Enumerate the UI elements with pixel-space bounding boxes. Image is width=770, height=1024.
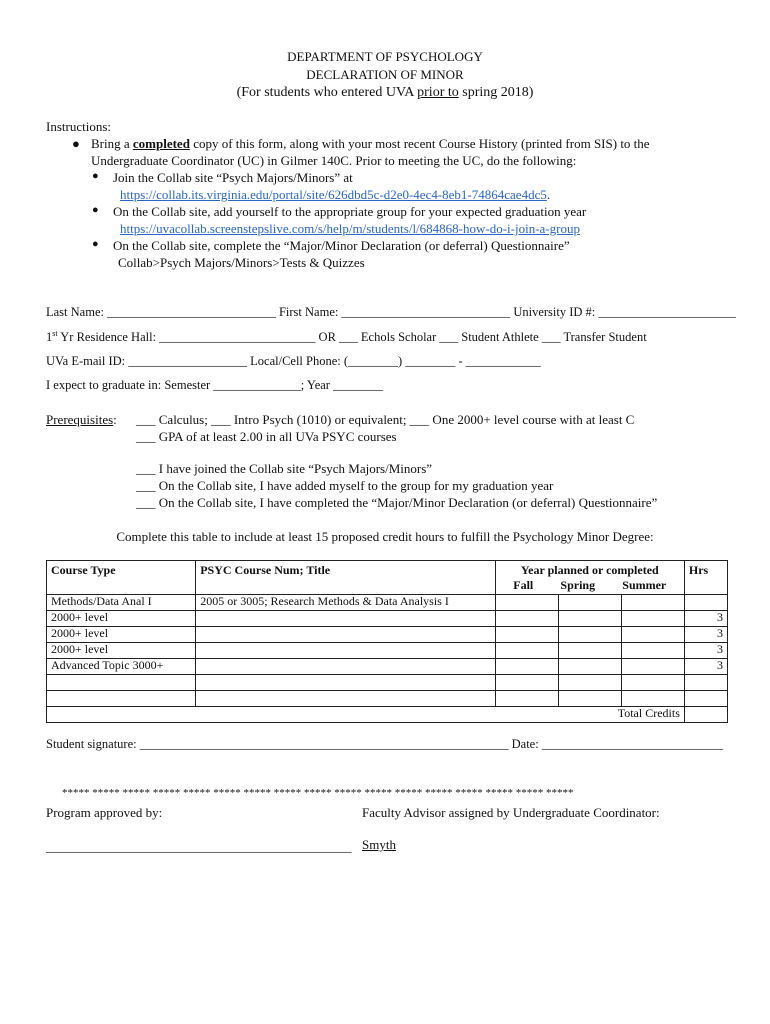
spring-cell[interactable] [558,659,621,675]
table-row [47,611,728,627]
course-type-cell: Methods/Data Anal I [47,595,196,611]
instruction-add-group: On the Collab site, add yourself to the appropriate group for your expected graduation year [113,204,587,219]
course-type-cell: 2000+ level [47,643,196,659]
bullet-icon: ● [92,238,99,250]
fall-cell[interactable] [495,611,558,627]
prerequisites-label [46,413,117,426]
spring-cell[interactable] [558,643,621,659]
fall-cell[interactable] [495,643,558,659]
checklist-completed-questionnaire[interactable]: ___ On the Collab site, I have completed the “Major/Minor Declaration (or deferral) Questionnaire” [136,495,658,510]
instruction-questionnaire-path: Collab>Psych Majors/Minors>Tests & Quizzes [118,255,365,270]
hrs-cell [684,595,727,611]
form-subtitle [0,86,770,100]
course-num-cell[interactable] [196,643,495,659]
course-num-cell[interactable] [196,627,495,643]
email-phone-line[interactable]: UVa E-mail ID: ___________________ Local/Cell Phone: (________) ________ - ____________ [46,354,541,368]
col-course-num: PSYC Course Num; Title [196,561,495,595]
instr-completed: completed [132,136,190,151]
hrs-cell: 3 [684,643,727,659]
program-approval-signature-line[interactable]: _______________________________________________ [46,839,352,854]
advisor-name: Smyth [362,837,396,852]
spring-cell[interactable] [558,675,621,691]
table-intro: Complete this table to include at least 15 proposed credit hours to fulfill the Psychology Minor Degree: [116,529,654,544]
term-summer: Summer [622,578,667,592]
term-labels [500,579,680,591]
faculty-advisor-label: Faculty Advisor assigned by Undergraduate Coordinator: [362,805,660,820]
instructions-label: Instructions: [46,119,111,134]
table-row [47,627,728,643]
collab-site-link[interactable]: https://collab.its.virginia.edu/portal/site/626dbd5c-d2e0-4ec4-8eb1-74864cae4dc5 [120,187,547,202]
course-num-cell[interactable]: 2005 or 3005; Research Methods & Data Analysis I [196,595,495,611]
summer-cell[interactable] [621,595,684,611]
course-type-cell: 2000+ level [47,611,196,627]
table-row [47,595,728,611]
residence-status-line[interactable] [46,330,647,344]
program-approved-label: Program approved by: [46,805,163,820]
collab-site-link-wrap: https://collab.its.virginia.edu/portal/site/626dbd5c-d2e0-4ec4-8eb1-74864cae4dc5. [120,187,551,202]
table-row [47,659,728,675]
subtitle-underlined: prior to [417,85,459,100]
separator-stars: ***** ***** ***** ***** ***** ***** ***** ***** ***** ***** ***** ***** ***** ***** ***** ***** ***** [62,787,574,799]
spring-cell[interactable] [558,691,621,707]
instr-post: copy of this form, along with your most recent Course History (printed from SIS) to the [189,136,650,151]
group-help-link-wrap [120,222,580,235]
instruction-questionnaire: On the Collab site, complete the “Major/Minor Declaration (or deferral) Questionnaire” [113,238,570,253]
res-post: Yr Residence Hall: _________________________ OR ___ Echols Scholar ___ Student Athlete ___ Transfer Student [57,330,647,345]
table-row [47,691,728,707]
fall-cell[interactable] [495,595,558,611]
fall-cell[interactable] [495,675,558,691]
course-type-cell: Advanced Topic 3000+ [47,659,196,675]
checklist-added-group[interactable]: ___ On the Collab site, I have added myself to the group for my graduation year [136,478,554,493]
instruction-bring-form-line2: Undergraduate Coordinator (UC) in Gilmer 140C. Prior to meeting the UC, do the following: [91,153,577,168]
spring-cell[interactable] [558,627,621,643]
year-planned-label: Year planned or completed [520,563,659,577]
table-row [47,643,728,659]
bullet-icon: ● [72,136,80,151]
fall-cell[interactable] [495,627,558,643]
instruction-join-collab: Join the Collab site “Psych Majors/Minors” at [113,170,353,185]
table-header-row [47,561,728,595]
summer-cell[interactable] [621,627,684,643]
res-sup: st [52,329,58,338]
course-num-cell[interactable] [196,675,495,691]
fall-cell[interactable] [495,659,558,675]
spring-cell[interactable] [558,611,621,627]
graduation-line[interactable]: I expect to graduate in: Semester ______________; Year ________ [46,378,384,392]
summer-cell[interactable] [621,643,684,659]
course-num-cell[interactable] [196,611,495,627]
group-help-link[interactable]: https://uvacollab.screenstepslive.com/s/help/m/students/l/684868-how-do-i-join-a-group [120,221,580,236]
fall-cell[interactable] [495,691,558,707]
table-row [47,675,728,691]
course-num-cell[interactable] [196,691,495,707]
res-pre: 1 [46,330,53,345]
prereq-colon: : [113,412,117,427]
hrs-cell[interactable] [684,675,727,691]
col-hrs: Hrs [684,561,727,595]
instruction-bring-form [91,137,650,150]
term-spring: Spring [560,578,596,592]
total-credits-cell[interactable] [684,707,727,723]
hrs-cell[interactable] [684,691,727,707]
dept-heading: DEPARTMENT OF PSYCHOLOGY [287,49,483,64]
prereq-gpa[interactable]: ___ GPA of at least 2.00 in all UVa PSYC courses [136,429,397,444]
hrs-cell: 3 [684,659,727,675]
summer-cell[interactable] [621,675,684,691]
hrs-cell: 3 [684,611,727,627]
course-type-cell: 2000+ level [47,627,196,643]
subtitle-post: spring 2018) [458,85,534,100]
prereq-courses[interactable]: ___ Calculus; ___ Intro Psych (1010) or equivalent; ___ One 2000+ level course with at least C [136,412,635,427]
signature-date-line[interactable]: Student signature: ___________________________________________________________ Date: _____________________________ [46,737,724,751]
bullet-icon: ● [92,170,99,182]
form-title: DECLARATION OF MINOR [306,67,464,82]
bullet-icon: ● [92,204,99,216]
course-type-cell[interactable] [47,675,196,691]
checklist-joined-collab[interactable]: ___ I have joined the Collab site “Psych Majors/Minors” [136,461,433,476]
instr-pre: Bring a [91,136,133,151]
term-fall: Fall [513,578,534,592]
summer-cell[interactable] [621,691,684,707]
prereq-label-text: Prerequisites [46,412,114,427]
spring-cell[interactable] [558,595,621,611]
total-credits-label: Total Credits [47,707,685,723]
summer-cell[interactable] [621,659,684,675]
course-num-cell[interactable] [196,659,495,675]
col-year-planned [495,561,684,595]
summer-cell[interactable] [621,611,684,627]
total-row [47,707,728,723]
name-id-line[interactable]: Last Name: ___________________________ First Name: ___________________________ University ID #: ______________________ [46,305,736,319]
col-course-type: Course Type [47,561,196,595]
course-type-cell[interactable] [47,691,196,707]
hrs-cell: 3 [684,627,727,643]
subtitle-pre: (For students who entered UVA [236,85,418,100]
course-table [46,560,728,723]
